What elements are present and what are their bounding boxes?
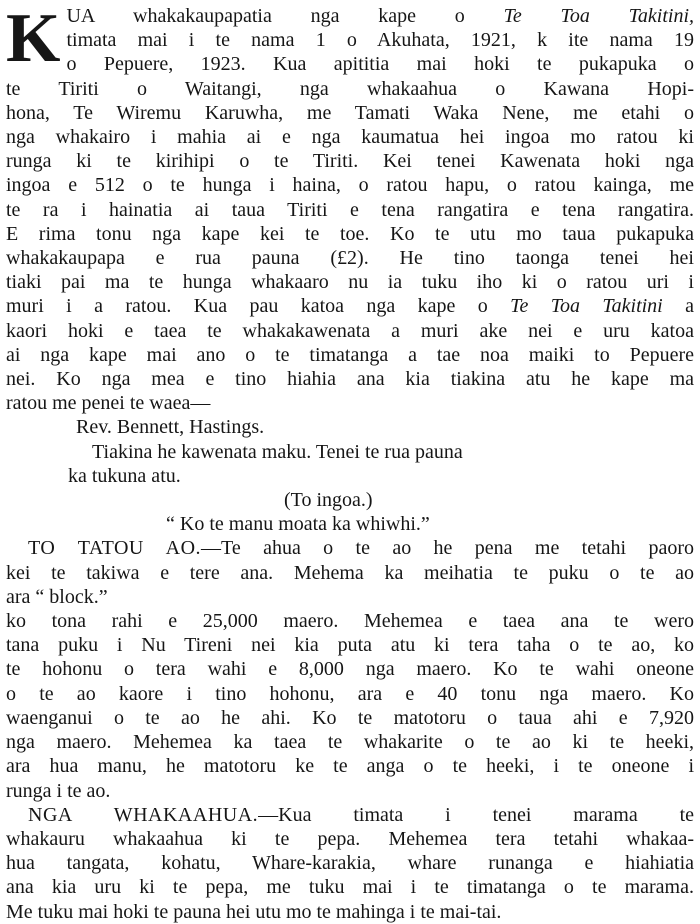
telegram-address: Rev. Bennett, Hastings. — [76, 416, 265, 439]
text-line: ara “ block.” — [6, 585, 108, 608]
text-line: o te ao kaore i tino hohonu, ara e 40 tonu nga maero. Ko — [6, 682, 694, 705]
text-line: hua tangata, kohatu, Whare-karakia, whare runanga e hiahiatia — [6, 852, 694, 875]
text-line: tiaki pai ma te hunga whakaaro nu ia tuku iho ki o ratou uri i — [6, 271, 694, 294]
text-line: ara hua manu, he matotoru ke te anga o te heeki, i te oneone i — [6, 755, 694, 778]
text-line: whakakaupapa e rua pauna (£2). He tino taonga tenei hei — [6, 247, 694, 270]
text-line: o Pepuere, 1923. Kua apititia mai hoki te pukapuka o — [66, 53, 694, 76]
article-bound-copies — [6, 0, 695, 536]
proverb: “ Ko te manu moata ka whiwhi.” — [166, 513, 430, 536]
text-line: kei te takiwa e tere ana. Mehema ka meihatia te puku o te ao — [6, 561, 694, 584]
text-line: runga ki te kirihipi o te Tiriti. Kei tenei Kawenata hoki nga — [6, 150, 694, 173]
text-line: whakauru whakaahua ki te pepa. Mehemea tera tetahi whakaa- — [6, 827, 694, 850]
text-line: waenganui o te ao he ahi. Ko te matotoru o taua ahi e 7,920 — [6, 706, 694, 729]
text-line: nga maero. Mehemea ka taea te whakarite o te ao ki te heeki, — [6, 731, 694, 754]
text-line: TO TATOU AO.—Te ahua o te ao he pena me tetahi paoro — [28, 537, 694, 560]
text-line: NGA WHAKAAHUA.—Kua timata i tenei marama te — [28, 803, 695, 826]
text-line: te Tiriti o Waitangi, nga whakaahua o Kawana Hopi- — [6, 77, 694, 100]
text-line: kaori hoki e taea te whakakawenata a muri ake nei e uru katoa — [6, 319, 694, 342]
text-line: tana puku i Nu Tireni nei kia puta atu ki tera taha o te ao, ko — [6, 634, 694, 657]
article-our-world — [6, 536, 694, 802]
text-line: muri i a ratou. Kua pau katoa nga kape o Te Toa Takitini a — [6, 295, 695, 318]
text-line: timata mai i te nama 1 o Akuhata, 1921, k ite nama 19 — [66, 29, 694, 52]
telegram-text: Tiakina he kawenata maku. Tenei te rua pauna — [92, 440, 463, 463]
text-line: E rima tonu nga kape kei te toe. Ko te utu mo taua pukapuka — [6, 222, 694, 245]
text-line: nga whakairo i mahia ai e nga kaumatua hei ingoa mo ratou ki — [6, 126, 694, 149]
text-line: ana kia uru ki te pepa, me tuku mai i te timatanga o te marama. — [6, 876, 694, 899]
text-line: ratou me penei te waea— — [6, 392, 211, 415]
text-line: hona, Te Wiremu Karuwha, me Tamati Waka Nene, me etahi o — [6, 101, 694, 124]
text-line: te ra i hainatia ai taua Tiriti e tena rangatira e tena rangatira. — [6, 198, 694, 221]
section-heading: TO TATOU AO. — [28, 537, 202, 560]
newspaper-title: Te Toa Takitini, — [503, 5, 694, 27]
text-line: runga i te ao. — [6, 779, 111, 802]
drop-cap: K — [6, 0, 61, 77]
article-photographs — [6, 803, 694, 924]
text-line: ai nga kape mai ano o te timatanga a tae noa maiki to Pepuere — [6, 343, 694, 366]
telegram-text: ka tukuna atu. — [68, 464, 181, 487]
text-line: ingoa e 512 o te hunga i haina, o ratou hapu, o ratou kainga, me — [6, 174, 694, 197]
newspaper-title: Te Toa Takitini — [510, 295, 663, 318]
text-line: Me tuku mai hoki te pauna hei utu mo te mahinga i te mai-tai. — [6, 900, 502, 923]
text-line: UA whakakaupapatia nga kape o Te Toa Takitini, — [66, 5, 694, 27]
text-line: te hohonu o tera wahi e 8,000 nga maero. Ko te wahi oneone — [6, 658, 694, 681]
section-heading: NGA WHAKAAHUA. — [28, 803, 259, 826]
text-line: nei. Ko nga mea e tino hiahia ana kia tiakina atu he kape ma — [6, 368, 694, 391]
signature-placeholder: (To ingoa.) — [284, 489, 373, 512]
text-line: ko tona rahi e 25,000 maero. Mehemea e taea ana te wero — [6, 610, 694, 633]
